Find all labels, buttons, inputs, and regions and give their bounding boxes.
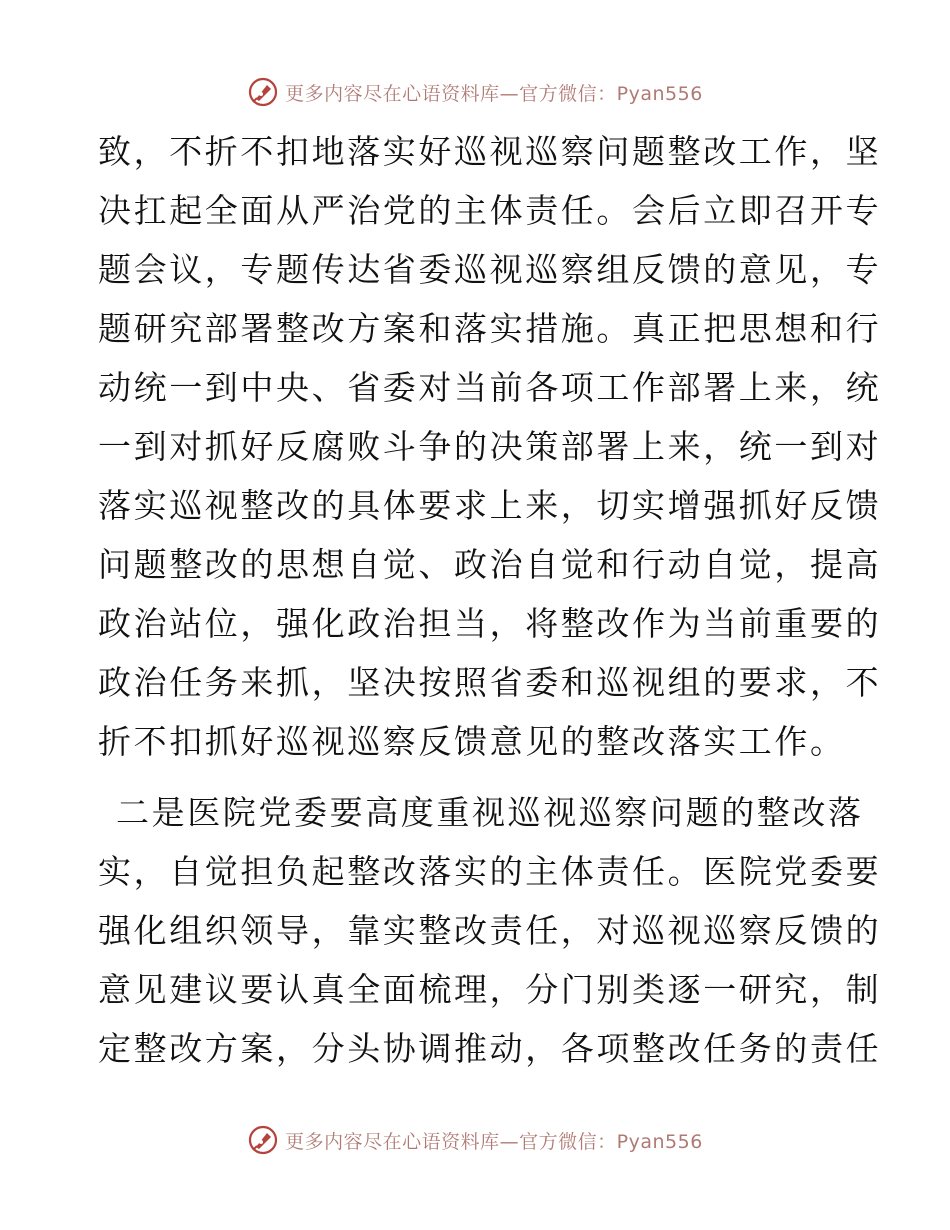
text-line: 致，不折不扣地落实好巡视巡察问题整改工作，坚 <box>98 132 882 171</box>
text-line: 问题整改的思想自觉、政治自觉和行动自觉，提高 <box>98 545 882 584</box>
text-line: 二是医院党委要高度重视巡视巡察问题的整改落 <box>116 793 864 832</box>
document-body <box>98 122 882 1078</box>
text-line: 决扛起全面从严治党的主体责任。会后立即召开专 <box>98 191 882 230</box>
watermark-text: 更多内容尽在心语资料库—官方微信：Pyan556 <box>285 1130 703 1153</box>
paragraph-1 <box>98 122 882 771</box>
text-line: 题会议，专题传达省委巡视巡察组反馈的意见，专 <box>98 250 882 289</box>
header-watermark <box>0 72 950 112</box>
watermark-text: 更多内容尽在心语资料库—官方微信：Pyan556 <box>285 82 703 105</box>
text-line: 动统一到中央、省委对当前各项工作部署上来，统 <box>98 368 882 407</box>
footer-watermark <box>0 1120 950 1160</box>
text-line: 实，自觉担负起整改落实的主体责任。医院党委要 <box>98 852 882 891</box>
text-line: 政治任务来抓，坚决按照省委和巡视组的要求，不 <box>98 663 882 702</box>
paragraph-spacer <box>98 771 858 783</box>
pen-nib-logo-icon <box>247 76 279 108</box>
text-line: 题研究部署整改方案和落实措施。真正把思想和行 <box>98 309 882 348</box>
text-line: 落实巡视整改的具体要求上来，切实增强抓好反馈 <box>98 486 882 525</box>
text-line: 政治站位，强化政治担当，将整改作为当前重要的 <box>98 604 882 643</box>
paragraph-2 <box>98 783 882 1078</box>
text-line: 折不扣抓好巡视巡察反馈意见的整改落实工作。 <box>98 722 846 761</box>
text-line: 一到对抓好反腐败斗争的决策部署上来，统一到对 <box>98 427 882 466</box>
text-line: 意见建议要认真全面梳理，分门别类逐一研究，制 <box>98 970 882 1009</box>
text-line: 强化组织领导，靠实整改责任，对巡视巡察反馈的 <box>98 911 882 950</box>
pen-nib-logo-icon <box>247 1124 279 1156</box>
text-line: 定整改方案，分头协调推动，各项整改任务的责任 <box>98 1029 882 1068</box>
